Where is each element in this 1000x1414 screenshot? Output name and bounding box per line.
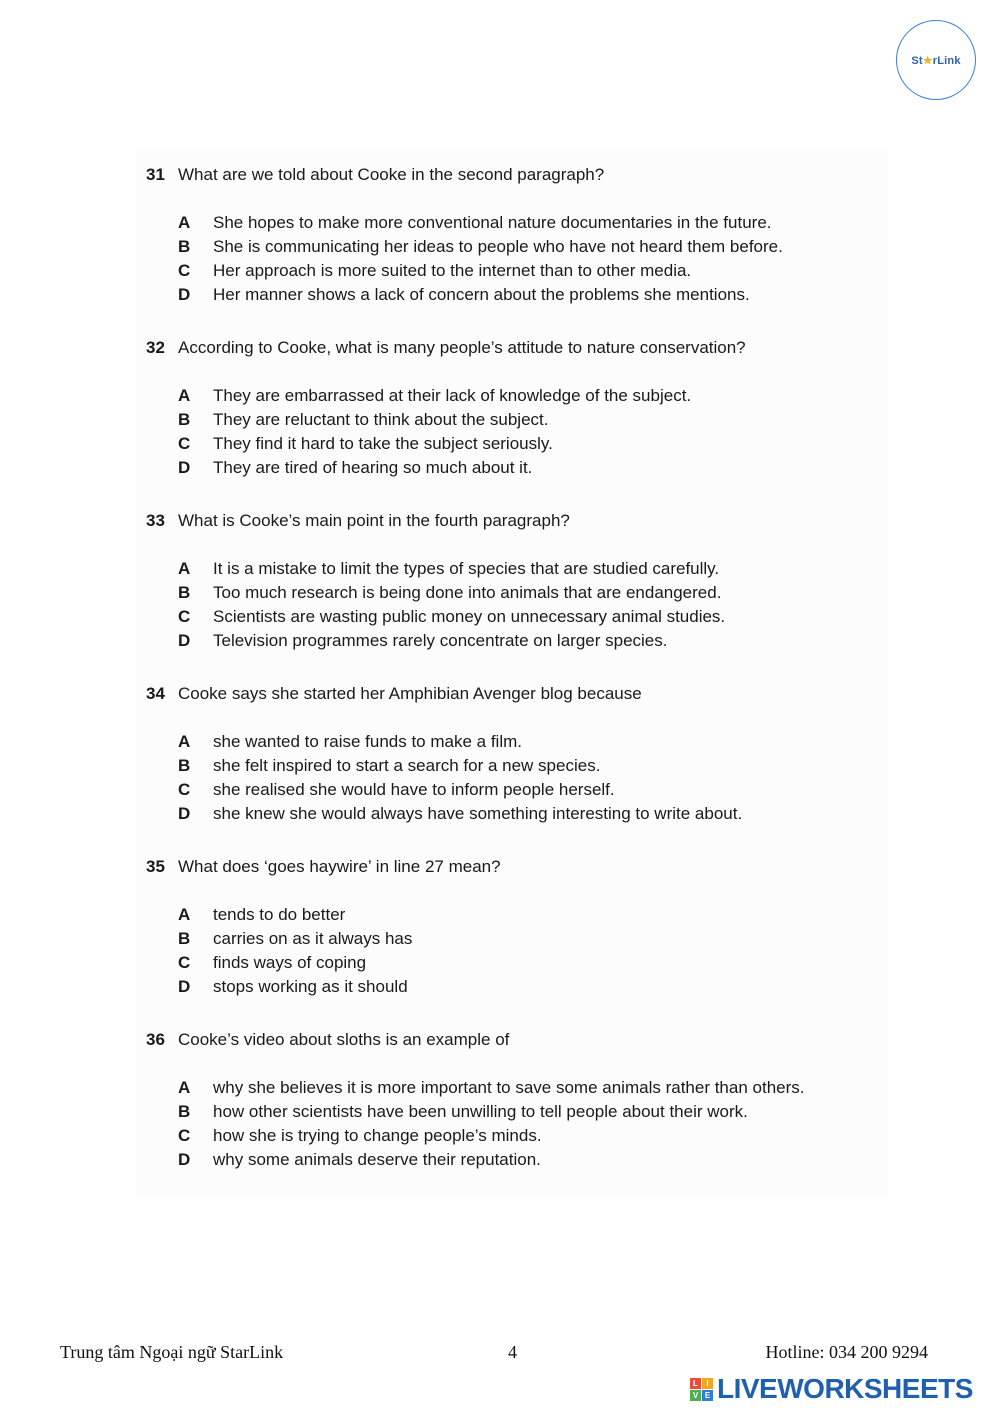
liveworksheets-logo bbox=[690, 1374, 973, 1404]
answer-option bbox=[146, 605, 886, 629]
option-letter: C bbox=[178, 607, 191, 626]
answer-option bbox=[146, 903, 886, 927]
question-36 bbox=[146, 1028, 886, 1172]
option-text: Her approach is more suited to the internet than to other media. bbox=[213, 261, 692, 280]
option-letter: A bbox=[178, 905, 191, 924]
answer-option bbox=[146, 629, 886, 653]
footer-hotline: Hotline: 034 200 9294 bbox=[765, 1342, 928, 1362]
option-text: Television programmes rarely concentrate on larger species. bbox=[213, 631, 668, 650]
question-number: 35 bbox=[146, 857, 165, 876]
answer-options bbox=[146, 1076, 886, 1172]
question-31 bbox=[146, 163, 886, 307]
badge-letter: L bbox=[690, 1378, 701, 1389]
option-letter: B bbox=[178, 929, 191, 948]
option-text: She is communicating her ideas to people who have not heard them before. bbox=[213, 237, 783, 256]
question-stem bbox=[146, 1028, 886, 1052]
option-letter: D bbox=[178, 977, 191, 996]
star-icon: ★ bbox=[922, 54, 933, 67]
starlink-logo bbox=[896, 20, 976, 100]
option-letter: B bbox=[178, 410, 191, 429]
option-letter: C bbox=[178, 1126, 191, 1145]
live-badge-icon bbox=[690, 1378, 713, 1401]
option-letter: B bbox=[178, 1102, 191, 1121]
answer-options bbox=[146, 557, 886, 653]
answer-option bbox=[146, 802, 886, 826]
option-letter: D bbox=[178, 631, 191, 650]
option-text: They are reluctant to think about the subject. bbox=[213, 410, 549, 429]
question-stem bbox=[146, 336, 886, 360]
answer-option bbox=[146, 975, 886, 999]
option-letter: B bbox=[178, 237, 191, 256]
question-stem bbox=[146, 682, 886, 706]
option-text: Too much research is being done into animals that are endangered. bbox=[213, 583, 722, 602]
answer-option bbox=[146, 754, 886, 778]
question-text: Cooke says she started her Amphibian Avenger blog because bbox=[178, 684, 642, 703]
question-35 bbox=[146, 855, 886, 999]
question-number: 32 bbox=[146, 338, 165, 357]
answer-option bbox=[146, 259, 886, 283]
answer-option bbox=[146, 432, 886, 456]
answer-option bbox=[146, 1076, 886, 1100]
question-stem bbox=[146, 509, 886, 533]
option-text: why some animals deserve their reputation. bbox=[213, 1150, 541, 1169]
answer-option bbox=[146, 730, 886, 754]
option-text: she felt inspired to start a search for a new species. bbox=[213, 756, 601, 775]
option-text: It is a mistake to limit the types of species that are studied carefully. bbox=[213, 559, 720, 578]
question-32 bbox=[146, 336, 886, 480]
option-text: how she is trying to change people’s minds. bbox=[213, 1126, 542, 1145]
answer-options bbox=[146, 730, 886, 826]
option-text: Scientists are wasting public money on unnecessary animal studies. bbox=[213, 607, 726, 626]
page-footer bbox=[60, 1342, 928, 1364]
answer-option bbox=[146, 235, 886, 259]
badge-letter: E bbox=[702, 1390, 713, 1401]
option-letter: A bbox=[178, 559, 191, 578]
option-text: she realised she would have to inform people herself. bbox=[213, 780, 615, 799]
question-number: 36 bbox=[146, 1030, 165, 1049]
option-text: carries on as it always has bbox=[213, 929, 413, 948]
option-letter: A bbox=[178, 732, 191, 751]
question-text: According to Cooke, what is many people’s attitude to nature conservation? bbox=[178, 338, 746, 357]
question-text: What are we told about Cooke in the second paragraph? bbox=[178, 165, 605, 184]
question-33 bbox=[146, 509, 886, 653]
question-list bbox=[146, 163, 886, 1201]
option-text: They are tired of hearing so much about it. bbox=[213, 458, 533, 477]
question-number: 33 bbox=[146, 511, 165, 530]
page-number: 4 bbox=[508, 1342, 517, 1362]
badge-letter: V bbox=[690, 1390, 701, 1401]
answer-option bbox=[146, 581, 886, 605]
option-letter: B bbox=[178, 583, 191, 602]
option-text: She hopes to make more conventional nature documentaries in the future. bbox=[213, 213, 772, 232]
option-letter: A bbox=[178, 1078, 191, 1097]
option-text: she wanted to raise funds to make a film. bbox=[213, 732, 522, 751]
option-letter: C bbox=[178, 780, 191, 799]
question-text: Cooke’s video about sloths is an example of bbox=[178, 1030, 510, 1049]
answer-option bbox=[146, 778, 886, 802]
question-stem bbox=[146, 855, 886, 879]
answer-option bbox=[146, 456, 886, 480]
option-letter: D bbox=[178, 458, 191, 477]
answer-option bbox=[146, 1100, 886, 1124]
option-text: finds ways of coping bbox=[213, 953, 367, 972]
answer-option bbox=[146, 283, 886, 307]
option-letter: D bbox=[178, 285, 191, 304]
answer-option bbox=[146, 384, 886, 408]
option-letter: C bbox=[178, 434, 191, 453]
option-letter: B bbox=[178, 756, 191, 775]
option-text: why she believes it is more important to save some animals rather than others. bbox=[213, 1078, 805, 1097]
question-text: What is Cooke’s main point in the fourth paragraph? bbox=[178, 511, 570, 530]
option-letter: D bbox=[178, 1150, 191, 1169]
option-text: They find it hard to take the subject seriously. bbox=[213, 434, 553, 453]
logo-text: St★rLink bbox=[911, 54, 961, 67]
option-text: how other scientists have been unwilling to tell people about their work. bbox=[213, 1102, 748, 1121]
footer-center-name: Trung tâm Ngoại ngữ StarLink bbox=[60, 1342, 284, 1362]
liveworksheets-wordmark: LIVEWORKSHEETS bbox=[717, 1373, 973, 1404]
badge-letter: I bbox=[702, 1378, 713, 1389]
answer-option bbox=[146, 927, 886, 951]
option-letter: D bbox=[178, 804, 191, 823]
question-number: 31 bbox=[146, 165, 165, 184]
answer-option bbox=[146, 408, 886, 432]
option-letter: A bbox=[178, 213, 191, 232]
option-letter: A bbox=[178, 386, 191, 405]
option-text: They are embarrassed at their lack of knowledge of the subject. bbox=[213, 386, 692, 405]
answer-options bbox=[146, 384, 886, 480]
answer-option bbox=[146, 1148, 886, 1172]
option-text: stops working as it should bbox=[213, 977, 408, 996]
question-34 bbox=[146, 682, 886, 826]
option-text: Her manner shows a lack of concern about the problems she mentions. bbox=[213, 285, 750, 304]
option-text: she knew she would always have something interesting to write about. bbox=[213, 804, 743, 823]
question-number: 34 bbox=[146, 684, 165, 703]
option-letter: C bbox=[178, 953, 191, 972]
question-stem bbox=[146, 163, 886, 187]
option-letter: C bbox=[178, 261, 191, 280]
answer-option bbox=[146, 557, 886, 581]
answer-options bbox=[146, 211, 886, 307]
answer-option bbox=[146, 1124, 886, 1148]
answer-options bbox=[146, 903, 886, 999]
question-text: What does ‘goes haywire’ in line 27 mean? bbox=[178, 857, 501, 876]
answer-option bbox=[146, 951, 886, 975]
option-text: tends to do better bbox=[213, 905, 346, 924]
answer-option bbox=[146, 211, 886, 235]
